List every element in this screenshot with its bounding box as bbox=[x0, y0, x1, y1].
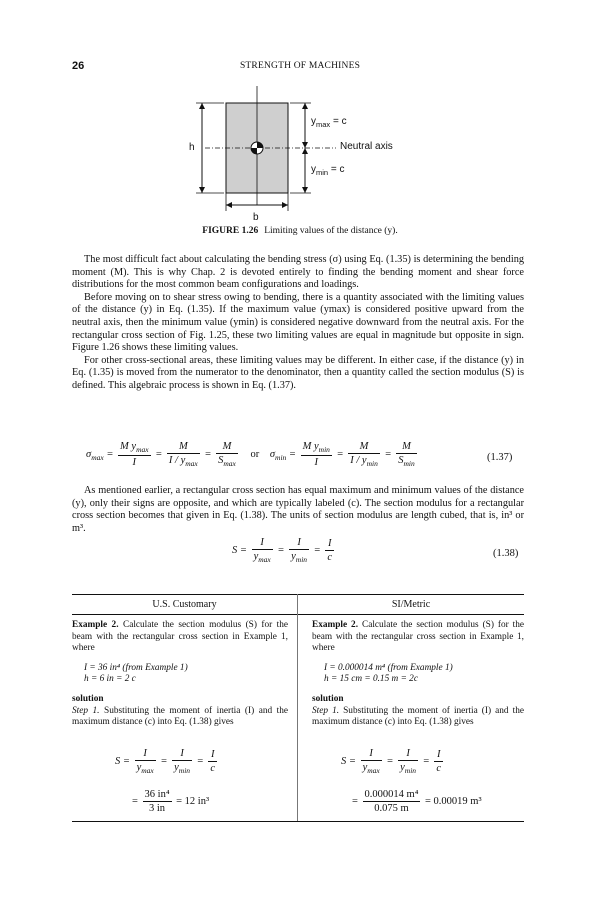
body-text-upper bbox=[72, 254, 524, 393]
label-ymin: $y_{min} = c$ bbox=[311, 164, 345, 177]
paragraph-1: The most difficult fact about calculating the bending stress (σ) using Eq. (1.35) is determining the bending moment (M). This is why Chap. 2 is devoted entirely to finding the bending moment and shear force distributions for the most common beam configurations and loadings. bbox=[72, 254, 524, 291]
page-number: 26 bbox=[72, 60, 85, 72]
equation-1-38: S = $\frac{I}{y_{max}}$ = $\frac{I}{y_{min}}$ = $\frac{I}{c}$ bbox=[232, 537, 333, 565]
si-section-modulus-formula: S = $\frac{I}{y_{max}}$ = $\frac{I}{y_{min}}$ = $\frac{I}{c}$ bbox=[341, 748, 442, 776]
paragraph-4: As mentioned earlier, a rectangular cross section has equal maximum and minimum values of the distance (y), only their signs are opposite, and which are typically labeled (c). The section modulus for a rectangular cross section becomes that given in Eq. (1.38). The units of section modulus are length cubed, that is, in³ or m³. bbox=[72, 485, 524, 534]
label-neutral-axis: Neutral axis bbox=[340, 141, 393, 152]
table-header-si: SI/Metric bbox=[391, 599, 431, 610]
label-h: h bbox=[189, 142, 195, 153]
figure-caption: FIGURE 1.26 Limiting values of the distance (y). bbox=[202, 226, 398, 236]
us-result: = $\frac{\text{36 in⁴}}{3 in}$ = 12 in³ bbox=[132, 789, 210, 814]
table-bottom-rule bbox=[72, 821, 524, 822]
paragraph-2: Before moving on to shear stress owing to bending, there is a quantity associated with the limiting values of the distance (y) in Eq. (1.35). If the maximum value (ymax) is considered positive upward from the neutral axis, then the minimum value (ymin) is considered negative downward from the neutral axis. For the rectangular cross section of Fig. 1.25, these two limiting values are equal in magnitude but opposite in sign. Figure 1.26 shows these limiting values. bbox=[72, 291, 524, 354]
paragraph-3: For other cross-sectional areas, these limiting values may be different. In either case, if the distance (y) in Eq. (1.35) is moved from the numerator to the denominator, then a quantity called the section modulus (S) is defined. This algebraic process is shown in Eq. (1.37). bbox=[72, 354, 524, 391]
equation-number-1-38: (1.38) bbox=[493, 548, 519, 559]
si-result: = $\frac{\text{0.000014 m⁴}}{0.075 m}$ = 0.00019 m³ bbox=[352, 789, 482, 814]
equation-1-37: $\sigma_{max}$ = $\frac{M y_{max}}{I}$ = $\frac{M}{I / y_{max}}$ = $\frac{M}{S_{max}}$ or $\sigma_{min}$ = $\frac{M y_{min}}{I}$ = $\frac{M}{I / y_{min}}$ = $\frac{M}{S_{min}}$ bbox=[86, 441, 415, 469]
si-metric-column: Example 2. Calculate the section modulus (S) for the beam with the rectangular cross section in Example 1, where I = 0.000014 m⁴ (from Example 1) h = 15 cm = 0.15 m = 2c solution Step 1. Substituting the moment of inertia (I) and the maximum distance (c) into Eq. (1.38) gives bbox=[312, 620, 525, 728]
us-section-modulus-formula: S = $\frac{I}{y_{max}}$ = $\frac{I}{y_{min}}$ = $\frac{I}{c}$ bbox=[115, 748, 216, 776]
figure-cross-section bbox=[0, 0, 600, 230]
body-text-lower bbox=[72, 485, 524, 535]
table-header-us: U.S. Customary bbox=[152, 599, 217, 610]
us-customary-column: Example 2. Calculate the section modulus (S) for the beam with the rectangular cross section in Example 1, where I = 36 in⁴ (from Example 1) h = 6 in = 2 c solution Step 1. Substituting the moment of inertia (I) and the maximum distance (c) into Eq. (1.38) gives bbox=[72, 620, 289, 728]
equation-number-1-37: (1.37) bbox=[487, 452, 513, 463]
label-ymax: $y_{max} = c$ bbox=[311, 116, 347, 129]
table-column-divider bbox=[297, 594, 298, 821]
running-title: STRENGTH OF MACHINES bbox=[239, 61, 361, 71]
table-top-rule bbox=[72, 594, 524, 595]
table-header-rule bbox=[72, 614, 524, 615]
label-b: b bbox=[253, 212, 259, 223]
